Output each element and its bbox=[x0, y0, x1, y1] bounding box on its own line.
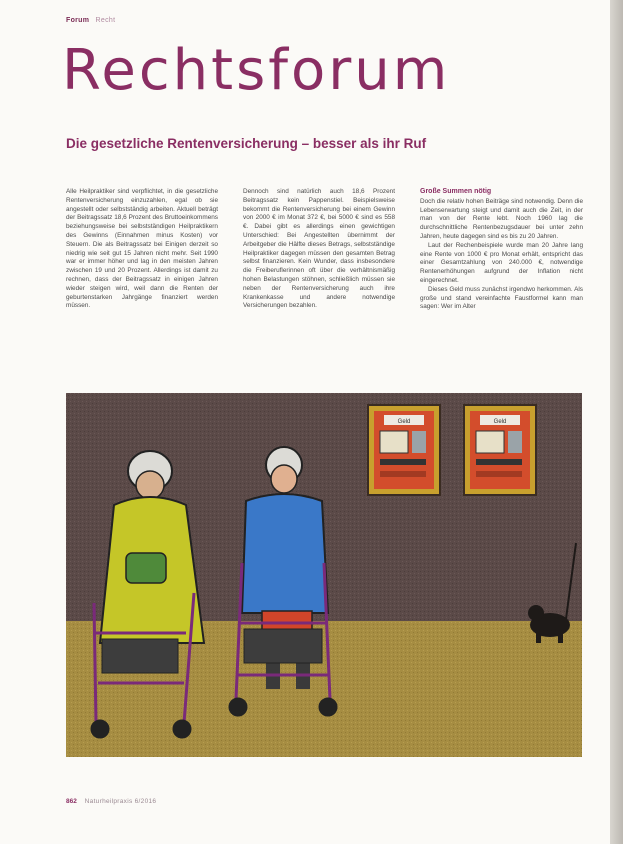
page-number: 862 bbox=[66, 798, 77, 805]
illustration-image bbox=[66, 393, 582, 757]
text-column-2 bbox=[243, 188, 395, 311]
paragraph: Doch die relativ hohen Beiträge sind notwendig. Denn die Lebenserwartung steigt und damit auch die Zeit, in der man von der Rente lebt. Noch 1960 lag die durchschnittliche Rentenbezugsdauer bei unter zehn Jahren, heute dagegen sind es bis zu 20 Jahren. bbox=[420, 197, 583, 240]
column-heading: Große Summen nötig bbox=[420, 188, 492, 195]
section-header bbox=[66, 17, 115, 24]
atm-sign: Geld bbox=[397, 419, 411, 425]
text-column-1 bbox=[66, 188, 218, 311]
paragraph: Dieses Geld muss zunächst irgendwo herkommen. Als große und stand vereinfachte Faustformel kann man sagen: Wer im Alter bbox=[420, 285, 583, 311]
publication-name: Naturheilpraxis 6/2016 bbox=[84, 798, 157, 805]
article-headline: Die gesetzliche Rentenversicherung – besser als ihr Ruf bbox=[66, 136, 427, 151]
section-label: Forum bbox=[66, 17, 90, 24]
atm-sign: Geld bbox=[493, 419, 507, 425]
atm-machine-left bbox=[368, 405, 440, 495]
page-binding-edge bbox=[610, 0, 623, 844]
paragraph: Dennoch sind natürlich auch 18,6 Prozent Beitragssatz kein Pappenstiel. Beispielsweise bekommt die Rentenversicherung bei einem Gewinn von 2000 € im Monat 372 €, bei 5000 € sind es 558 €. Dabei gibt es allerdings einen gewichtigen Unterschied: Bei Angestellten übernimmt der Arbeitgeber die Hälfte dieses Betrags, selbstständige Heilpraktiker dagegen müssen den gesamten Betrag selbst finanzieren. Kein Wunder, dass insbesondere die Freiberuflerinnen oft über die verhältnismäßig hohen Belastungen stöhnen, schließlich müssen sie neben der Rentenversicherung auch ihre Krankenkasse und andere notwendige Versicherungen bezahlen. bbox=[243, 188, 395, 310]
subsection-label: Recht bbox=[95, 17, 116, 24]
paragraph: Alle Heilpraktiker sind verpflichtet, in die gesetzliche Rentenversicherung einzuzahlen, egal ob sie angestellt oder selbstständig arbeiten. Aktuell beträgt der Beitragssatz 18,6 Prozent des Bruttoeinkommens beziehungsweise bei selbstständigen Heilpraktikern des Gewinns (Einnahmen minus Kosten) vor Steuern. Die als Beitragssatz bei Einigen derzeit so niedrig wie seit gut 15 Jahren nicht mehr. Seit 1990 war er immer höher und lag in den meisten Jahren zwischen 19 und 20 Prozent. Allerdings ist damit zu rechnen, dass der Beitragssatz in einigen Jahren wieder steigen wird, weil dann die Renten der geburtenstarken Jahrgänge finanziert werden müssen. bbox=[66, 188, 218, 310]
paragraph: Laut der Rechenbeispiele wurde man 20 Jahre lang eine Rente von 1000 € pro Monat erhält, entspricht das einer Gesamtzahlung von 240.000 €, notwendige Rentenerhöhungen aufgrund der Inflation nicht eingerechnet. bbox=[420, 241, 583, 284]
text-column-3 bbox=[420, 188, 583, 312]
atm-machine-right bbox=[464, 405, 536, 495]
page-footer bbox=[66, 798, 156, 805]
illustration-seniors-with-walkers bbox=[66, 393, 582, 757]
page-title: Rechtsforum bbox=[62, 38, 451, 103]
